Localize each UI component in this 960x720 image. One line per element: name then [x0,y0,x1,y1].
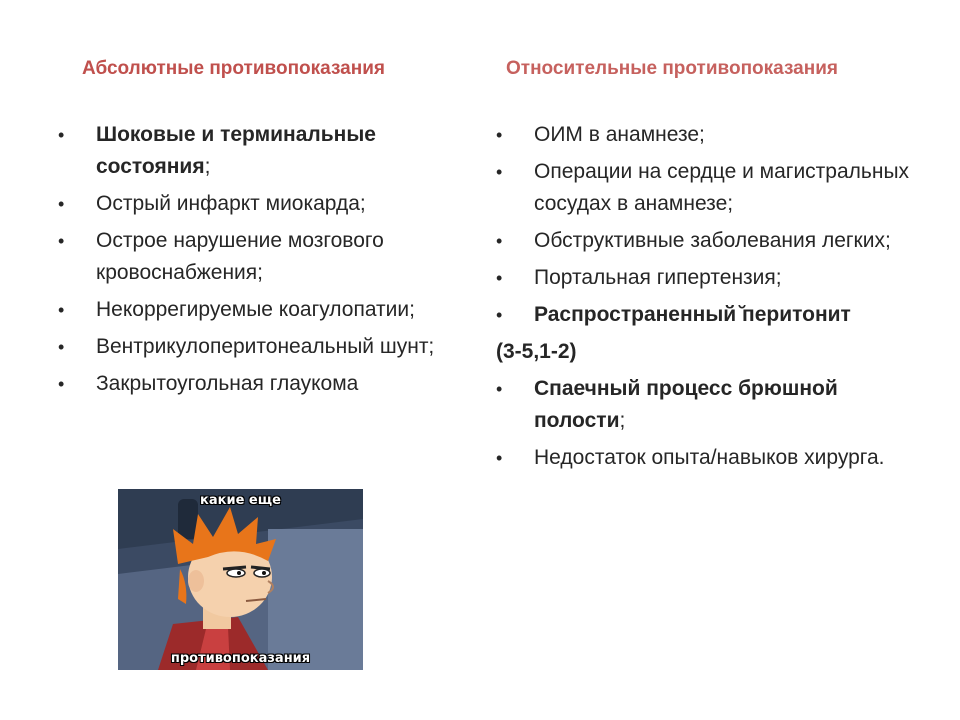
list-item-text: Обструктивные заболевания легких; [534,229,891,252]
list-item-text: Закрытоугольная глаукома [96,372,359,395]
bullet-icon: • [496,231,503,251]
list-item-text: Острый инфаркт миокарда; [96,192,366,215]
list-item [496,262,926,294]
meme-bottom-caption: противопоказания [170,651,311,666]
list-item [58,331,458,363]
bullet-icon: • [496,268,503,288]
list-item-bold-text: Распространенный ̆перитонит [534,303,851,326]
bullet-icon: • [496,125,503,145]
bullet-icon: • [58,194,65,214]
list-item [58,225,458,289]
bullet-icon: • [496,448,503,468]
list-item-text: Операции на сердце и магистральных сосудах в анамнезе; [534,160,910,215]
list-item-text: Вентрикулоперитонеальный шунт; [96,335,435,358]
list-item-bold-text: Шоковые и терминальные состояния [96,123,376,178]
list-item [58,119,458,183]
bullet-icon: • [58,374,65,394]
list-item [496,336,926,368]
list-item [496,156,926,220]
list-item [496,442,926,474]
meme-top-caption: какие еще [200,493,281,508]
list-item-text: ; [619,409,626,432]
fry-meme-illustration [118,489,363,670]
list-item [496,373,926,437]
relative-contraindications-list [496,119,926,479]
list-item-bold-text: Спаечный процесс брюшной полости [534,377,838,432]
bullet-icon: • [58,300,65,320]
fry-meme-image [118,489,363,670]
bullet-icon: • [58,337,65,357]
bullet-icon: • [58,125,65,145]
bullet-icon: • [496,379,503,399]
bullet-icon: • [58,231,65,251]
list-item-text: ОИМ в анамнезе; [534,123,705,146]
list-item-text: Портальная гипертензия; [534,266,782,289]
list-item [58,368,458,400]
relative-contraindications-heading: Относительные противопоказания [506,58,838,79]
bullet-icon: • [496,305,503,325]
list-item-bold-text: (3-5,1-2) [496,340,577,363]
absolute-contraindications-heading: Абсолютные противопоказания [82,58,385,79]
list-item [58,294,458,326]
list-item [58,188,458,220]
list-item-text: Некоррегируемые коагулопатии; [96,298,415,321]
list-item [496,119,926,151]
list-item-text: ; [204,155,211,178]
list-item [496,299,926,331]
list-item-text: Острое нарушение мозгового кровоснабжения; [96,229,384,284]
absolute-contraindications-list [58,119,458,405]
list-item-text: Недостаток опыта/навыков хирурга. [534,446,885,469]
bullet-icon: • [496,162,503,182]
list-item [496,225,926,257]
